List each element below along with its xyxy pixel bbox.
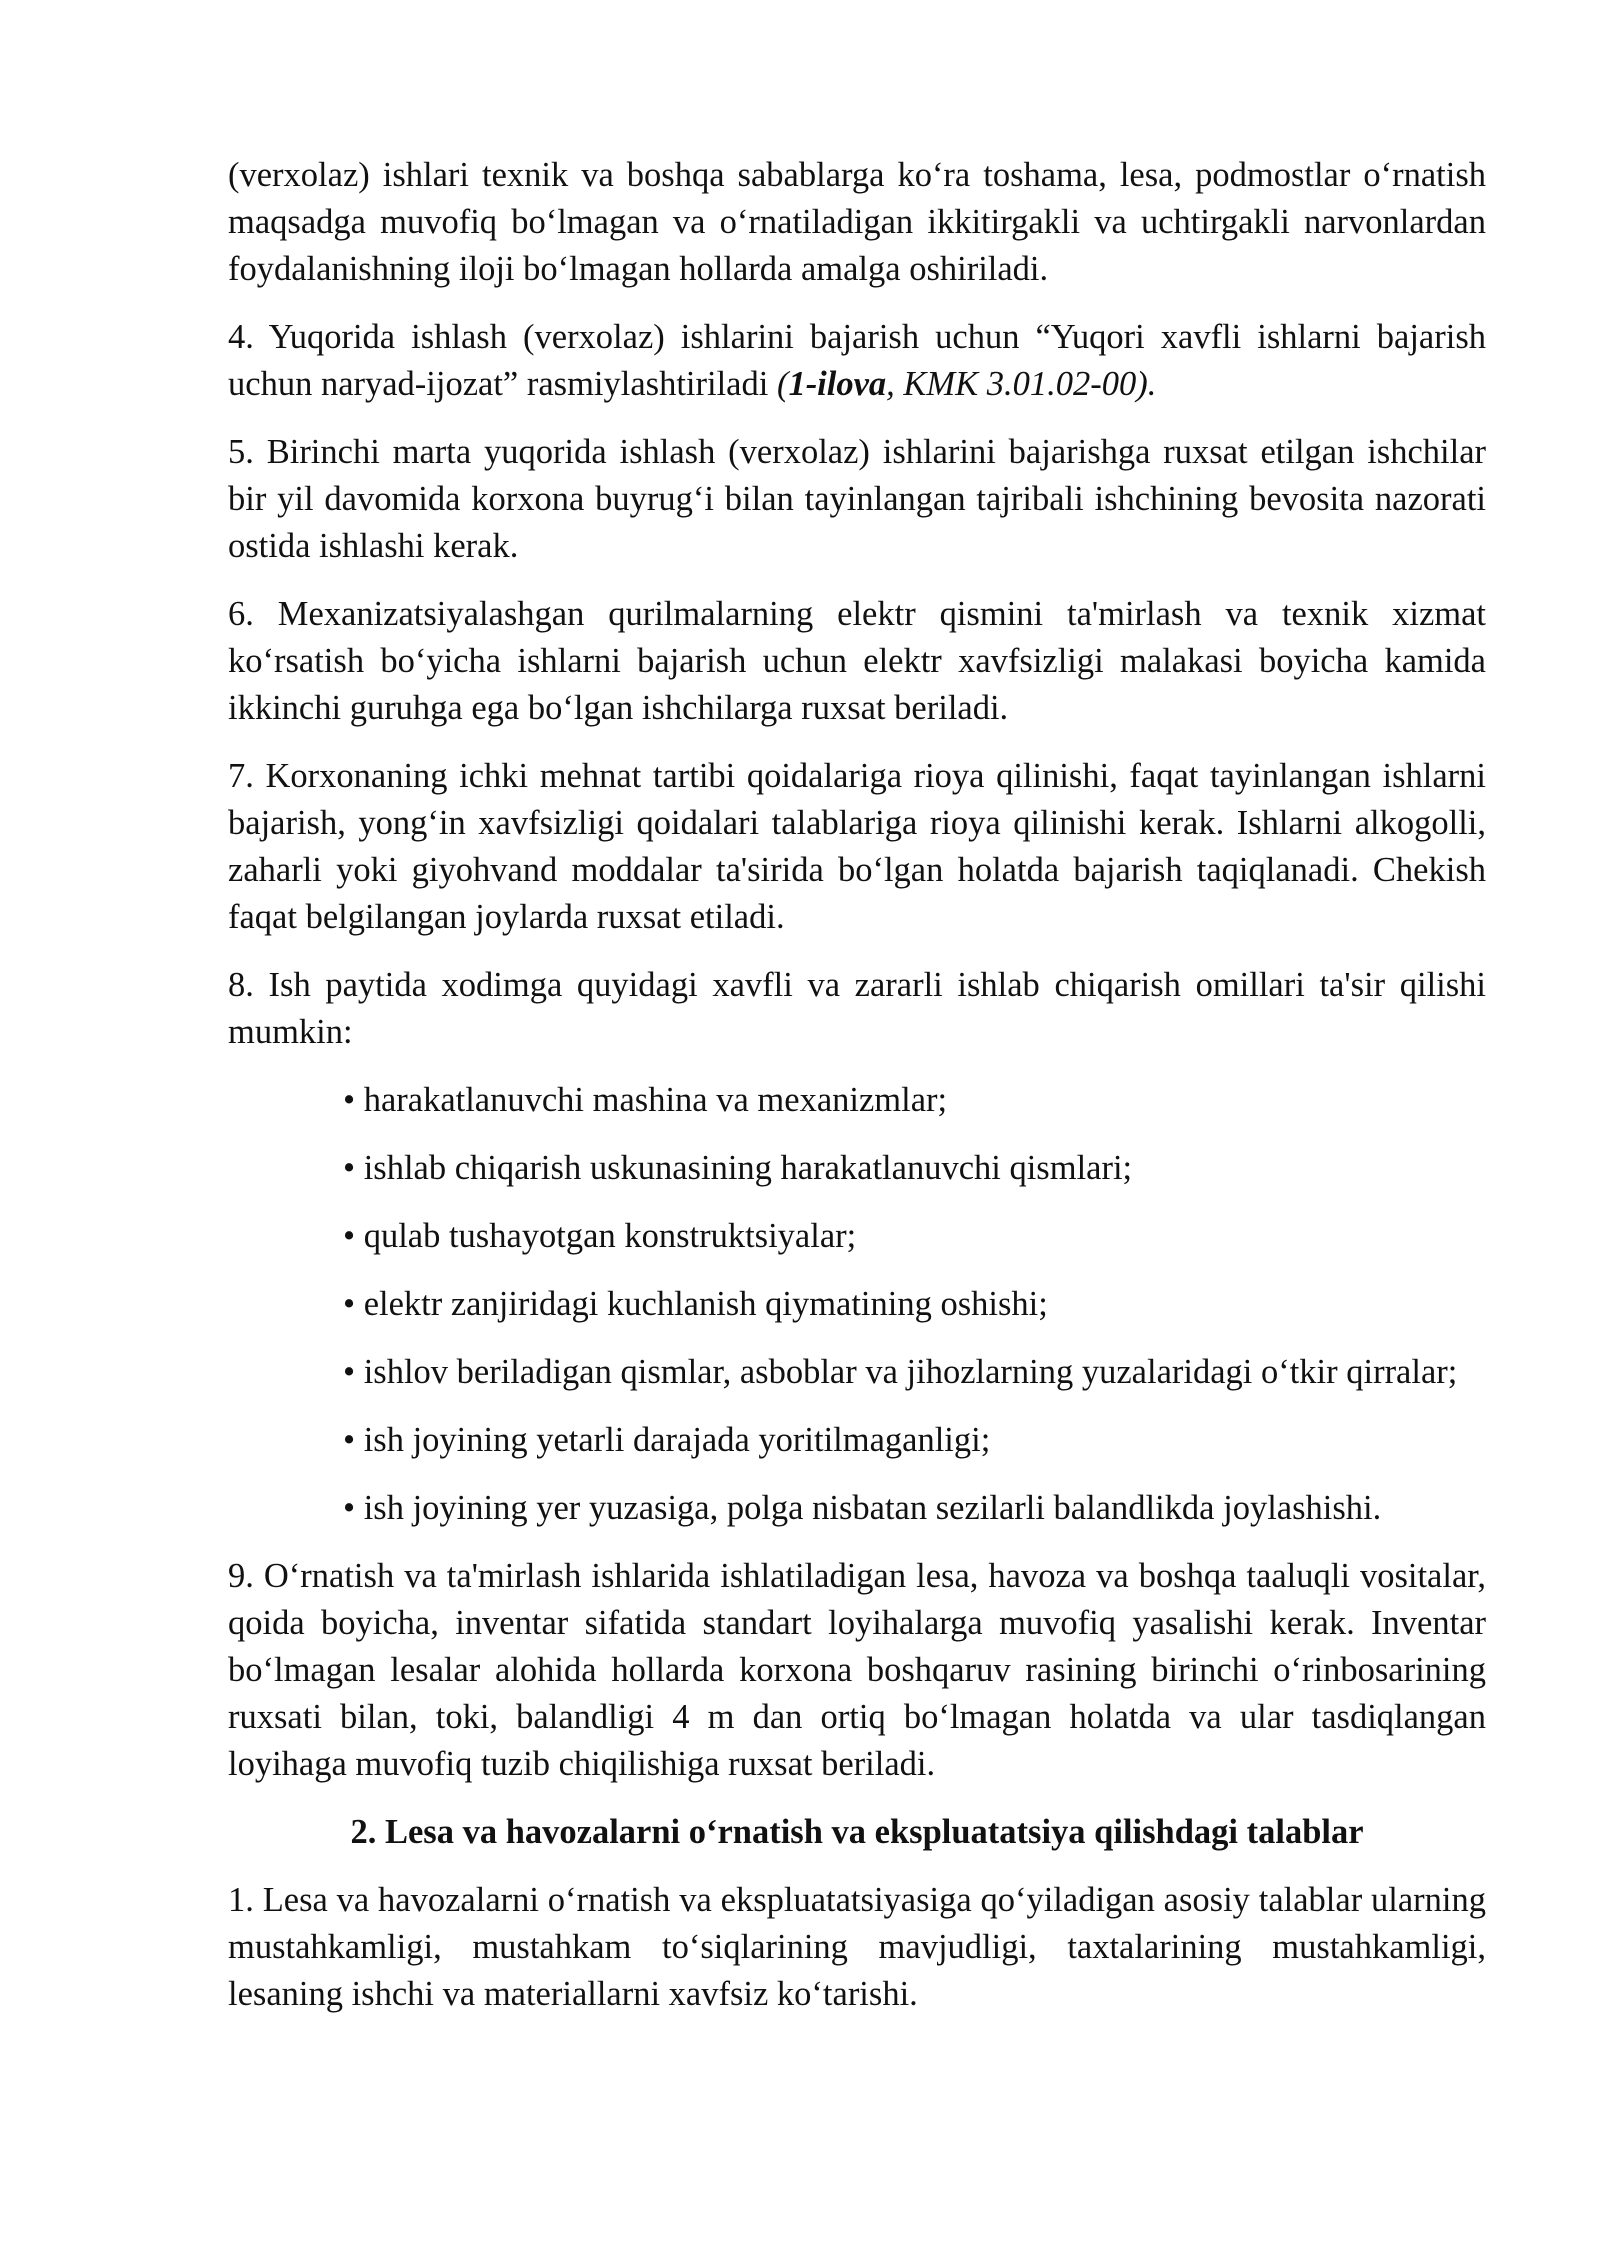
paragraph-5: 5. Birinchi marta yuqorida ishlash (verxolaz) ishlarini bajarishga ruxsat etilgan ishchilar bir yil davomida korxona buyrug‘i bilan tayinlangan tajribali ishchining bevosita nazorati ostida ishlashi kerak. — [228, 433, 1486, 565]
list-item: • qulab tushayotgan konstruktsiyalar; — [343, 1217, 857, 1255]
list-item: • ishlab chiqarish uskunasining harakatlanuvchi qismlari; — [343, 1149, 1133, 1187]
section-heading: 2. Lesa va havozalarni o‘rnatish va ekspluatatsiya qilishdagi talablar — [350, 1813, 1364, 1851]
list-item: • harakatlanuvchi mashina va mexanizmlar; — [343, 1081, 948, 1119]
paragraph-4 — [228, 314, 1486, 408]
list-item: • elektr zanjiridagi kuchlanish qiymatining oshishi; — [343, 1285, 1048, 1323]
paragraph-9: 9. O‘rnatish va ta'mirlash ishlarida ishlatiladigan lesa, havoza va boshqa taaluqli vositalar, qoida boyicha, inventar sifatida standart loyihalarga muvofiq yasalishi kerak. Inventar bo‘lmagan lesalar alohida hollarda korxona boshqaruv rasining birinchi o‘rinbosarining ruxsati bilan, toki, balandligi 4 m dan ortiq bo‘lmagan holatda va ular tasdiqlangan loyihaga muvofiq tuzib chiqilishiga ruxsat beriladi. — [228, 1557, 1486, 1783]
paragraph-continuation: (verxolaz) ishlari texnik va boshqa sabablarga ko‘ra toshama, lesa, podmostlar o‘rnatish maqsadga muvofiq bo‘lmagan va o‘rnatiladigan ikkitirgakli va uchtirgakli narvonlardan foydalanishning iloji bo‘lmagan hollarda amalga oshiriladi. — [228, 156, 1486, 288]
reference-code: , KMK 3.01.02-00). — [886, 365, 1157, 403]
paragraph-6: 6. Mexanizatsiyalashgan qurilmalarning elektr qismini ta'mirlash va texnik xizmat ko‘rsatish bo‘yicha ishlarni bajarish uchun elektr xavfsizligi malakasi boyicha kamida ikkinchi guruhga ega bo‘lgan ishchilarga ruxsat beriladi. — [228, 595, 1486, 727]
list-item: • ishlov beriladigan qismlar, asboblar va jihozlarning yuzalaridagi o‘tkir qirralar; — [343, 1353, 1458, 1391]
section-paragraph-1: 1. Lesa va havozalarni o‘rnatish va ekspluatatsiyasiga qo‘yiladigan asosiy talablar ularning mustahkamligi, mustahkam to‘siqlarining mavjudligi, taxtalarining mustahkamligi, lesaning ishchi va materiallarni xavfsiz ko‘tarishi. — [228, 1881, 1486, 2013]
paragraph-4-text: 4. Yuqorida ishlash (verxolaz) ishlarini bajarish uchun “Yuqori xavfli ishlarni bajarish uchun naryad-ijozat” rasmiylashtiriladi — [228, 318, 1486, 403]
paragraph-7: 7. Korxonaning ichki mehnat tartibi qoidalariga rioya qilinishi, faqat tayinlangan ishlarni bajarish, yong‘in xavfsizligi qoidalari talablariga rioya qilinishi kerak. Ishlarni alkogolli, zaharli yoki giyohvand moddalar ta'sirida bo‘lgan holatda bajarish taqiqlanadi. Chekish faqat belgilangan joylarda ruxsat etiladi. — [228, 757, 1486, 936]
reference-open: ( — [776, 365, 789, 403]
reference-annex: 1-ilova — [788, 365, 887, 403]
document-page — [228, 152, 1486, 2039]
list-item: • ish joyining yer yuzasiga, polga nisbatan sezilarli balandlikda joylashishi. — [343, 1489, 1382, 1527]
list-item: • ish joyining yetarli darajada yoritilmaganligi; — [343, 1421, 991, 1459]
paragraph-8: 8. Ish paytida xodimga quyidagi xavfli va zararli ishlab chiqarish omillari ta'sir qilishi mumkin: — [228, 966, 1486, 1051]
